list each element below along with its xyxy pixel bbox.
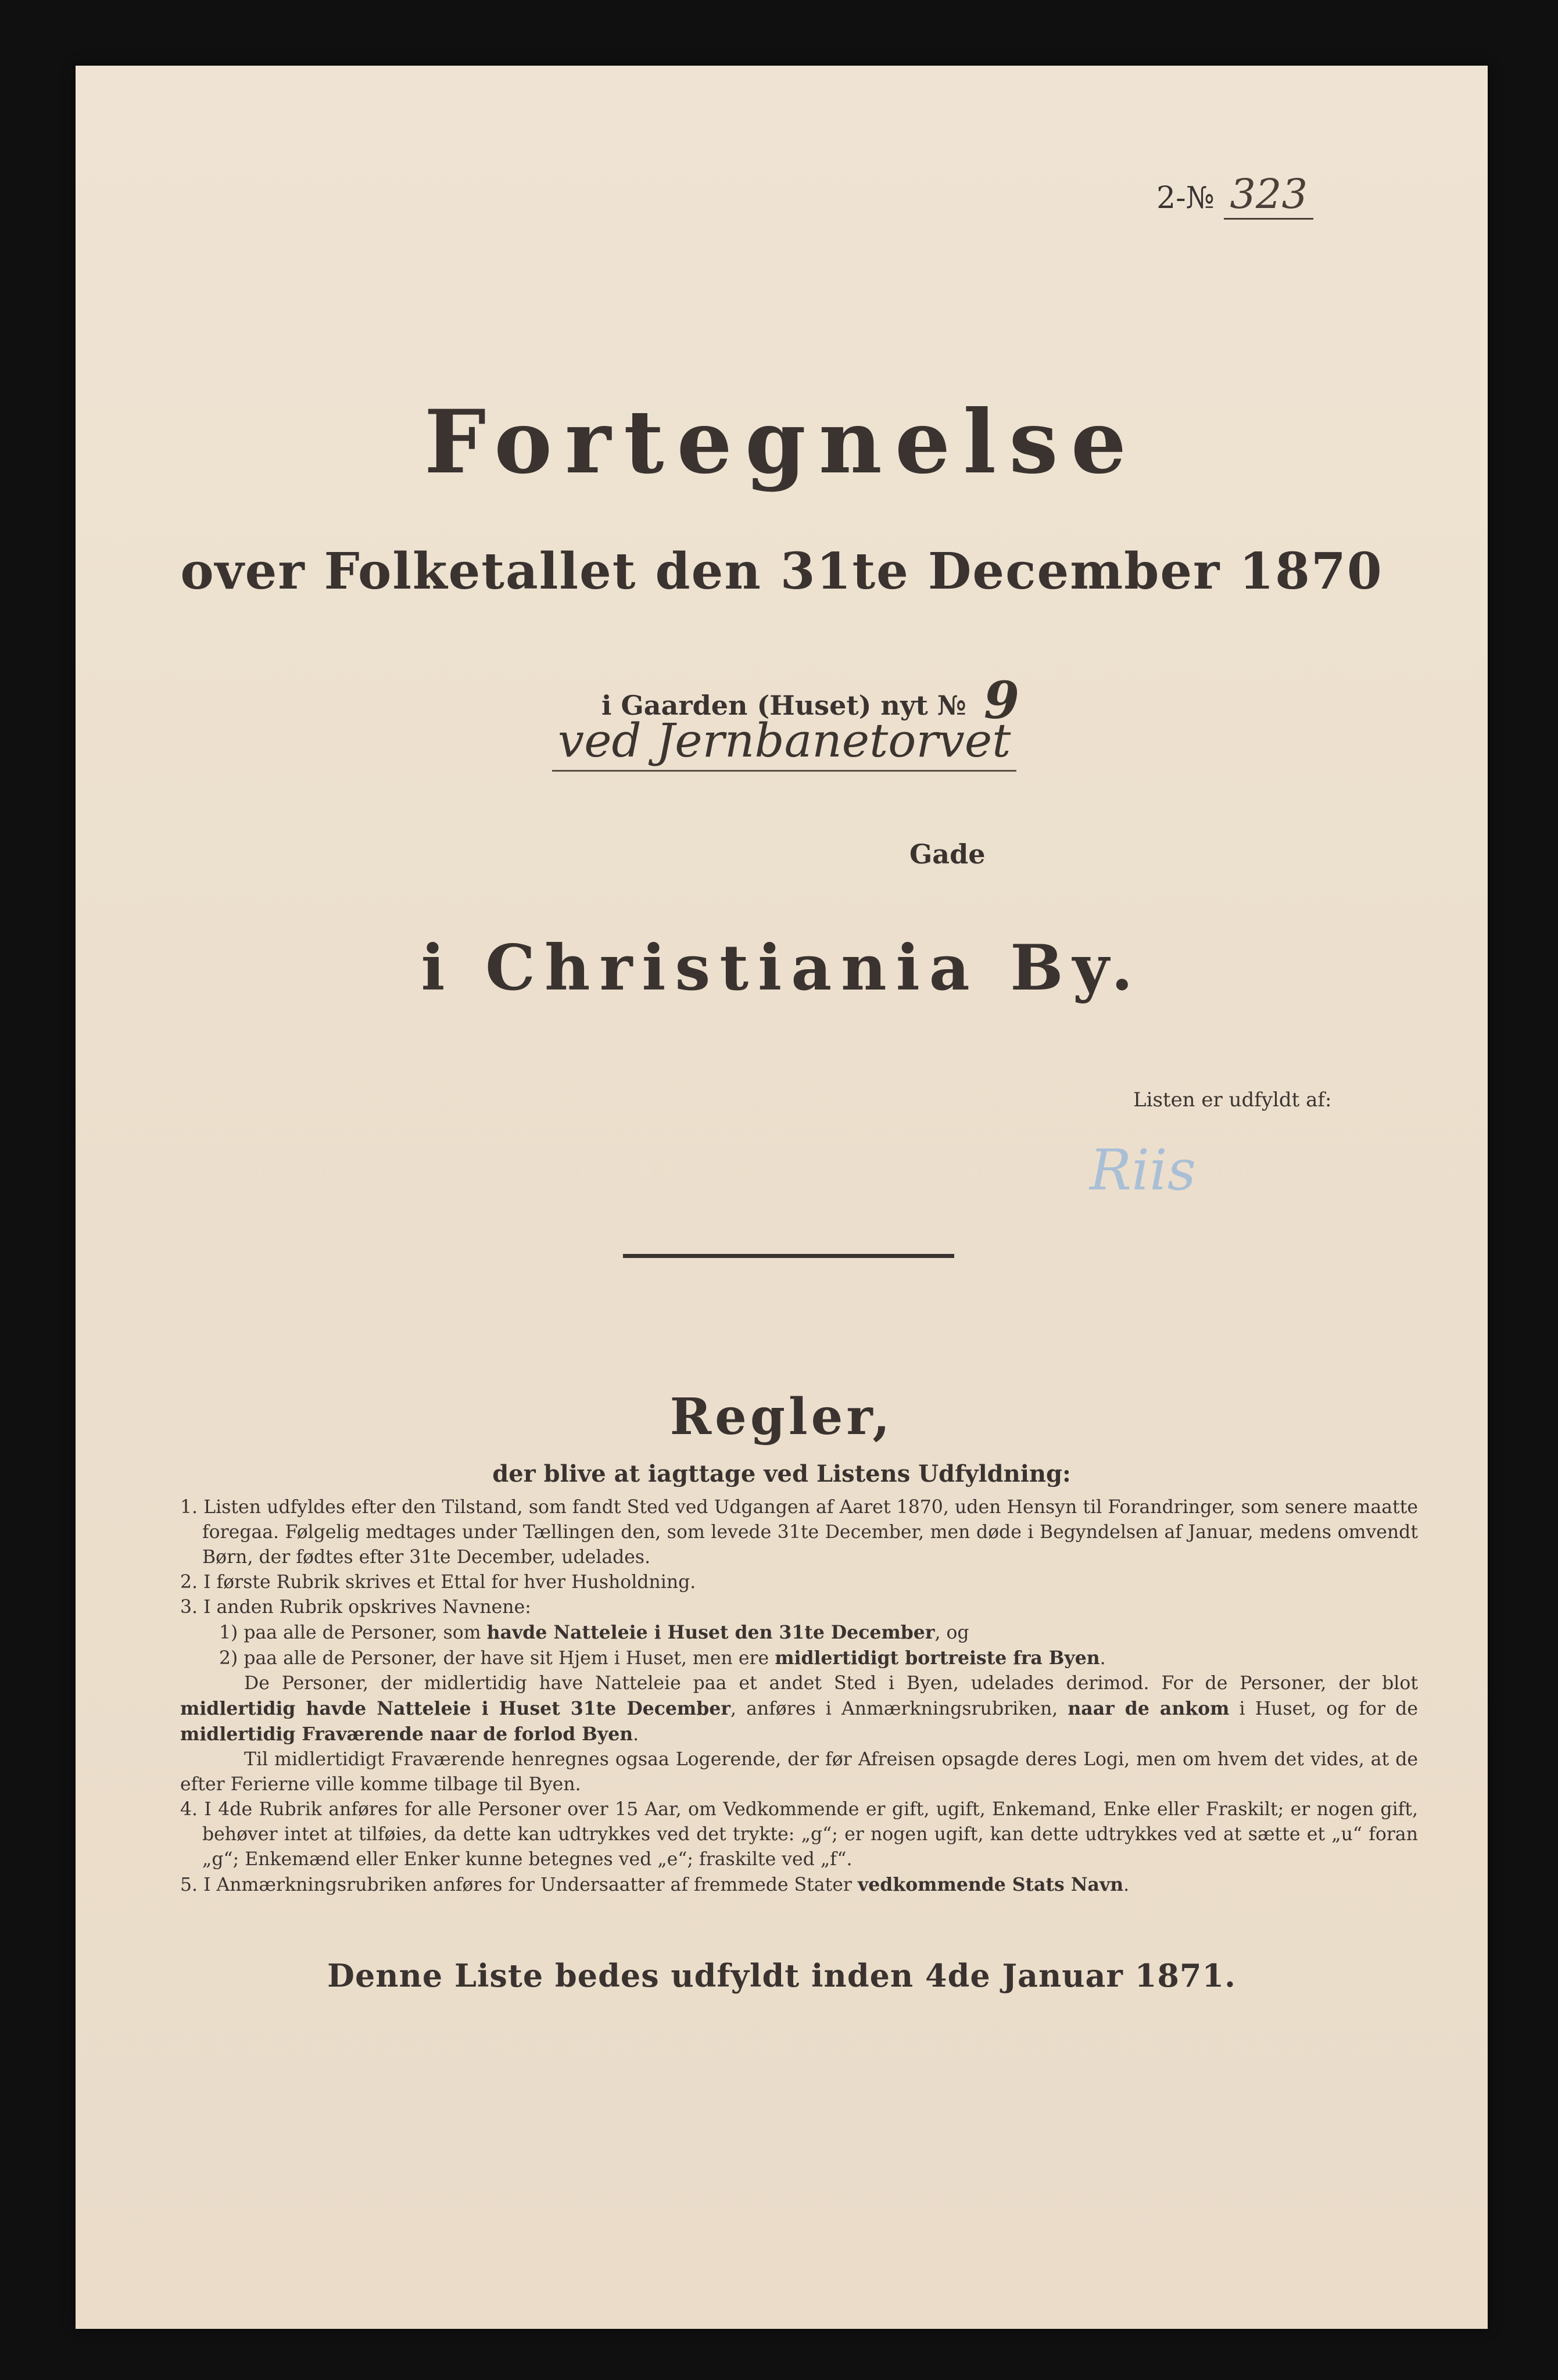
- house-number-label: i Gaarden (Huset) nyt №: [601, 690, 966, 721]
- rule-item-3-sub-2: [180, 1646, 1418, 1671]
- rule-item-3-sub-1: [180, 1620, 1418, 1646]
- rule-text: 1) paa alle de Personer, som: [219, 1622, 487, 1643]
- page-subtitle: over Folketallet den 31te December 1870: [180, 542, 1383, 601]
- section-divider: [623, 1254, 954, 1258]
- rule-text: 5. I Anmærkningsrubriken anføres for Undersaatter af fremmede Stater: [180, 1874, 858, 1895]
- city-heading: i Christiania By.: [421, 931, 1142, 1005]
- page-title: Fortegnelse: [424, 391, 1140, 493]
- rules-list: [180, 1495, 1418, 1898]
- filled-by-label: Listen er udfyldt af:: [1133, 1088, 1332, 1112]
- rules-subheading: der blive at iagttage ved Listens Udfyldning:: [492, 1460, 1071, 1488]
- rule-text: .: [1123, 1874, 1130, 1895]
- rule-item-3: 3. I anden Rubrik opskrives Navnene:: [180, 1597, 531, 1618]
- filled-by-signature: Riis: [1090, 1138, 1196, 1203]
- rule-emphasis: midlertidig havde Natteleie i Huset 31te December: [180, 1698, 730, 1719]
- rule-text: 2) paa alle de Personer, der have sit Hjem i Huset, men ere: [219, 1648, 775, 1669]
- rule-emphasis: vedkommende Stats Navn: [857, 1874, 1124, 1895]
- rule-emphasis: midlertidig Fraværende naar de forlod Byen: [180, 1723, 633, 1745]
- rule-text: .: [633, 1724, 639, 1745]
- rule-item-5: [180, 1872, 1418, 1898]
- rule-text: i Huset, og for de: [1229, 1698, 1418, 1719]
- rule-emphasis: havde Natteleie i Huset den 31te December: [486, 1622, 935, 1643]
- rule-text: .: [1099, 1648, 1106, 1669]
- gade-label: Gade: [909, 838, 986, 870]
- rule-text: De Personer, der midlertidig have Natteleie paa et andet Sted i Byen, udelades derimod. For de Personer, der blot: [244, 1673, 1418, 1694]
- rule-paragraph-lodgers: Til midlertidigt Fraværende henregnes ogsaa Logerende, der før Afreisen opsagde deres Logi, men om hvem det vides, at de efter Ferierne ville komme tilbage til Byen.: [180, 1749, 1418, 1795]
- rule-item-1: 1. Listen udfyldes efter den Tilstand, som fandt Sted ved Udgangen af Aaret 1870, uden Hensyn til Forandringer, som senere maatte foregaa. Følgelig medtages under Tællingen den, som levede 31te December, men døde i Begyndelsen af Januar, medens omvendt Børn, der fødtes efter 31te December, udelades.: [180, 1497, 1418, 1568]
- serial-handwritten-number: 323: [1224, 170, 1313, 220]
- rule-paragraph-overnight: [180, 1671, 1418, 1747]
- street-handwritten: ved Jernbanetorvet: [552, 714, 1016, 772]
- deadline-note: Denne Liste bedes udfyldt inden 4de Januar 1871.: [327, 1957, 1236, 1994]
- rule-text: , anføres i Anmærkningsrubriken,: [730, 1698, 1068, 1719]
- rule-item-2: 2. I første Rubrik skrives et Ettal for hver Husholdning.: [180, 1572, 696, 1593]
- serial-number: [1156, 170, 1313, 218]
- rule-emphasis: naar de ankom: [1068, 1698, 1230, 1719]
- rule-text: , og: [934, 1622, 969, 1643]
- census-form-sheet: [76, 66, 1488, 2329]
- house-number-handwritten: 9: [983, 670, 1020, 730]
- rule-emphasis: midlertidigt bortreiste fra Byen: [775, 1647, 1100, 1669]
- serial-prefix: 2-№: [1156, 181, 1215, 216]
- rules-heading: Regler,: [669, 1388, 894, 1446]
- rule-item-4: 4. I 4de Rubrik anføres for alle Personer over 15 Aar, om Vedkommende er gift, ugift, Enkemand, Enke eller Fraskilt; er nogen gift, behøver intet at tilføies, da dette kan udtrykkes ved det trykte: „g“; er nogen ugift, kan dette udtrykkes ved at sætte et „u“ foran „g“; Enkemænd eller Enker kunne betegnes ved „e“; fraskilte ved „f“.: [180, 1799, 1418, 1870]
